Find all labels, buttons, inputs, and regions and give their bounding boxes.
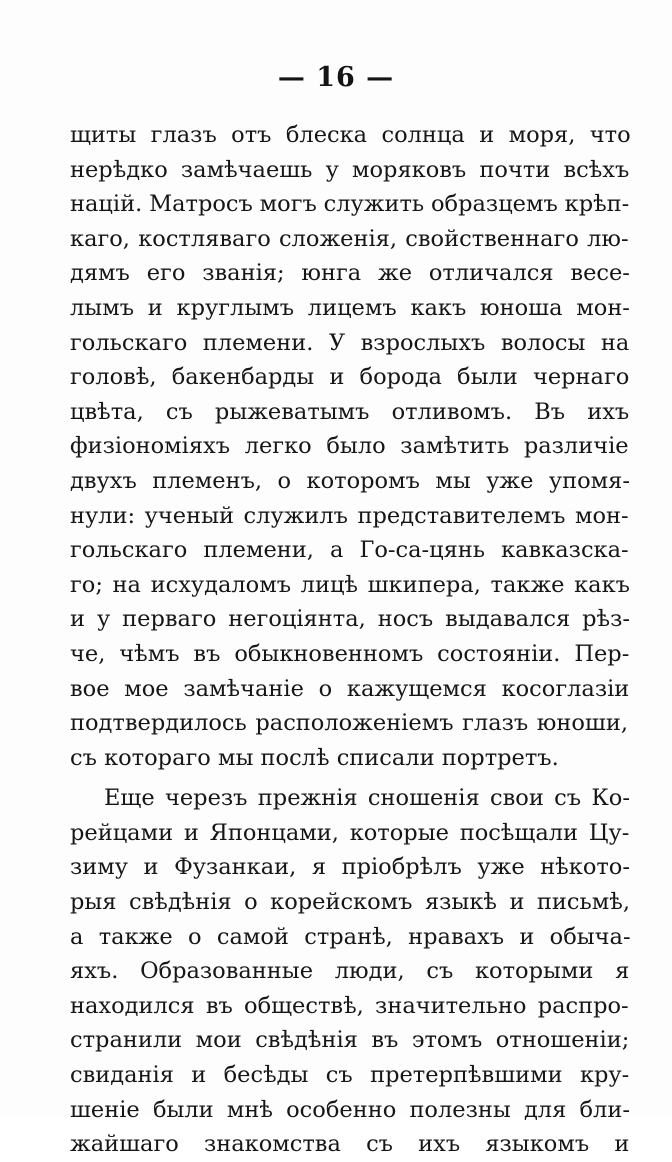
text-line: подтвердилось расположеніемъ глазъ юноши,: [70, 710, 628, 737]
text-line: головѣ, бакенбарды и борода были чернаго: [70, 364, 630, 391]
text-line: яхъ. Образованные люди, съ которыми я: [70, 958, 630, 985]
text-line: рейцами и Японцами, которые посѣщали Цу-: [70, 819, 630, 846]
text-line: рыя свѣдѣнія о корейскомъ языкѣ и письмѣ,: [70, 889, 630, 916]
text-line: жайшаго знакомства съ ихъ языкомъ и: [70, 1131, 630, 1158]
text-line: странили мои свѣдѣнія въ этомъ отношеніи;: [70, 1027, 630, 1054]
paragraph: [70, 118, 631, 775]
paragraph: [70, 781, 631, 1162]
text-line: зиму и Фузанкаи, я пріобрѣлъ уже нѣкото-: [70, 854, 630, 881]
text-line: находился въ обществѣ, значительно распро-: [70, 992, 629, 1019]
text-line: щиты глазъ отъ блеска солнца и моря, что: [70, 122, 631, 148]
text-line: гольскаго племени, а Го-са-цянь кавказска-: [70, 537, 629, 564]
text-line: съ котораго мы послѣ списали портретъ.: [70, 744, 559, 771]
text-line: физіономіяхъ легко было замѣтить различіе: [70, 433, 629, 460]
body-text: [70, 118, 631, 1162]
text-line: двухъ племенъ, о которомъ мы уже упомя-: [70, 467, 630, 494]
text-line: дямъ его званія; юнга же отличался весе-: [70, 260, 630, 287]
text-line: и у перваго негоціянта, носъ выдавался рѣз-: [70, 606, 630, 633]
page-number: — 16 —: [277, 62, 395, 93]
text-line: свиданія и бесѣды съ претерпѣвшими кру-: [70, 1062, 630, 1089]
text-line: націй. Матросъ могъ служить образцемъ крѣп-: [70, 191, 630, 218]
text-line: нерѣдко замѣчаешь у моряковъ почти всѣхъ: [70, 156, 630, 183]
text-line: каго, костляваго сложенія, свойственнаго лю-: [70, 225, 629, 252]
text-line: лымъ и круглымъ лицемъ какъ юноша мон-: [70, 294, 630, 321]
text-line: Еще черезъ прежнія сношенія свои съ Ко-: [104, 785, 630, 812]
text-line: гольскаго племени. У взрослыхъ волосы на: [70, 329, 630, 356]
text-line: шеніе были мнѣ особенно полезны для бли-: [70, 1096, 630, 1123]
text-line: го; на исхудаломъ лицѣ шкипера, также какъ: [70, 571, 630, 598]
text-line: цвѣта, съ рыжеватымъ отливомъ. Въ ихъ: [70, 398, 630, 425]
text-line: нули: ученый служилъ представителемъ мон-: [70, 502, 629, 529]
text-line: а также о самой странѣ, нравахъ и обыча-: [70, 923, 631, 950]
text-line: вое мое замѣчаніе о кажущемся косоглазіи: [70, 675, 630, 702]
text-line: че, чѣмъ въ обыкновенномъ состояніи. Пер-: [70, 640, 630, 667]
